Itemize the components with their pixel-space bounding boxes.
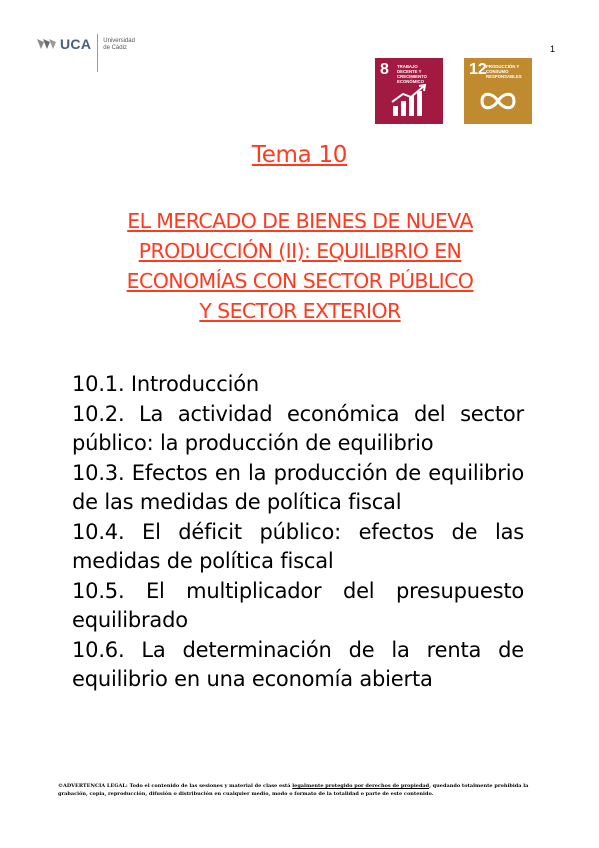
infinity-loop-icon [478, 84, 518, 118]
uca-logo-text: UCA [60, 36, 92, 52]
legal-notice-suffix: , quedando totalmente prohibida la grabación, copia, reproducción, difusión o distribución en cualquier medio, modo o formato de la totalidad o parte de este contenido. [58, 783, 529, 797]
toc-item: 10.1. Introducción [72, 372, 259, 396]
subtitle [56, 206, 544, 326]
subtitle-line: Y SECTOR EXTERIOR [199, 299, 401, 323]
legal-notice [58, 782, 542, 798]
toc-item: 10.3. Efectos en la producción de equilibrio de las medidas de política fiscal [72, 460, 524, 514]
sdg-8-number: 8 [380, 61, 389, 78]
legal-notice-underlined: legalmente protegido por derechos de propiedad [292, 783, 430, 789]
subtitle-line: EL MERCADO DE BIENES DE NUEVA [127, 209, 473, 233]
legal-notice-prefix: ©ADVERTENCIA LEGAL: Todo el contenido de las sesiones y material de clase está [58, 783, 293, 789]
sdg-12-badge [464, 58, 532, 124]
toc-item: 10.6. La determinación de la renta de equilibrio en una economía abierta [72, 637, 524, 691]
page-number: 1 [550, 44, 556, 54]
sdg-8-badge [375, 58, 443, 124]
university-line-2: de Cádiz [103, 45, 127, 51]
uca-emblem-icon [36, 37, 58, 51]
toc-item: 10.2. La actividad económica del sector público: la producción de equilibrio [72, 401, 524, 455]
sdg-8-label: TRABAJO DECENTE Y CRECIMIENTO ECONÓMICO [397, 64, 428, 84]
university-name [103, 38, 135, 52]
toc-item: 10.5. El multiplicador del presupuesto equilibrado [72, 578, 524, 632]
subtitle-line: PRODUCCIÓN (II): EQUILIBRIO EN [138, 239, 462, 263]
growth-chart-icon [389, 84, 429, 118]
sdg-12-number: 12 [469, 61, 487, 78]
uca-logo-mark [36, 36, 91, 52]
table-of-contents [72, 370, 524, 695]
page-title: Tema 10 [251, 142, 348, 168]
subtitle-line: ECONOMÍAS CON SECTOR PÚBLICO [126, 269, 474, 293]
logo-divider [97, 34, 98, 72]
toc-item: 10.4. El déficit público: efectos de las medidas de política fiscal [72, 519, 524, 573]
university-logo [36, 34, 135, 72]
sdg-12-label: PRODUCCIÓN Y CONSUMO RESPONSABLES [486, 64, 522, 79]
university-line-1: Universidad [103, 38, 135, 44]
